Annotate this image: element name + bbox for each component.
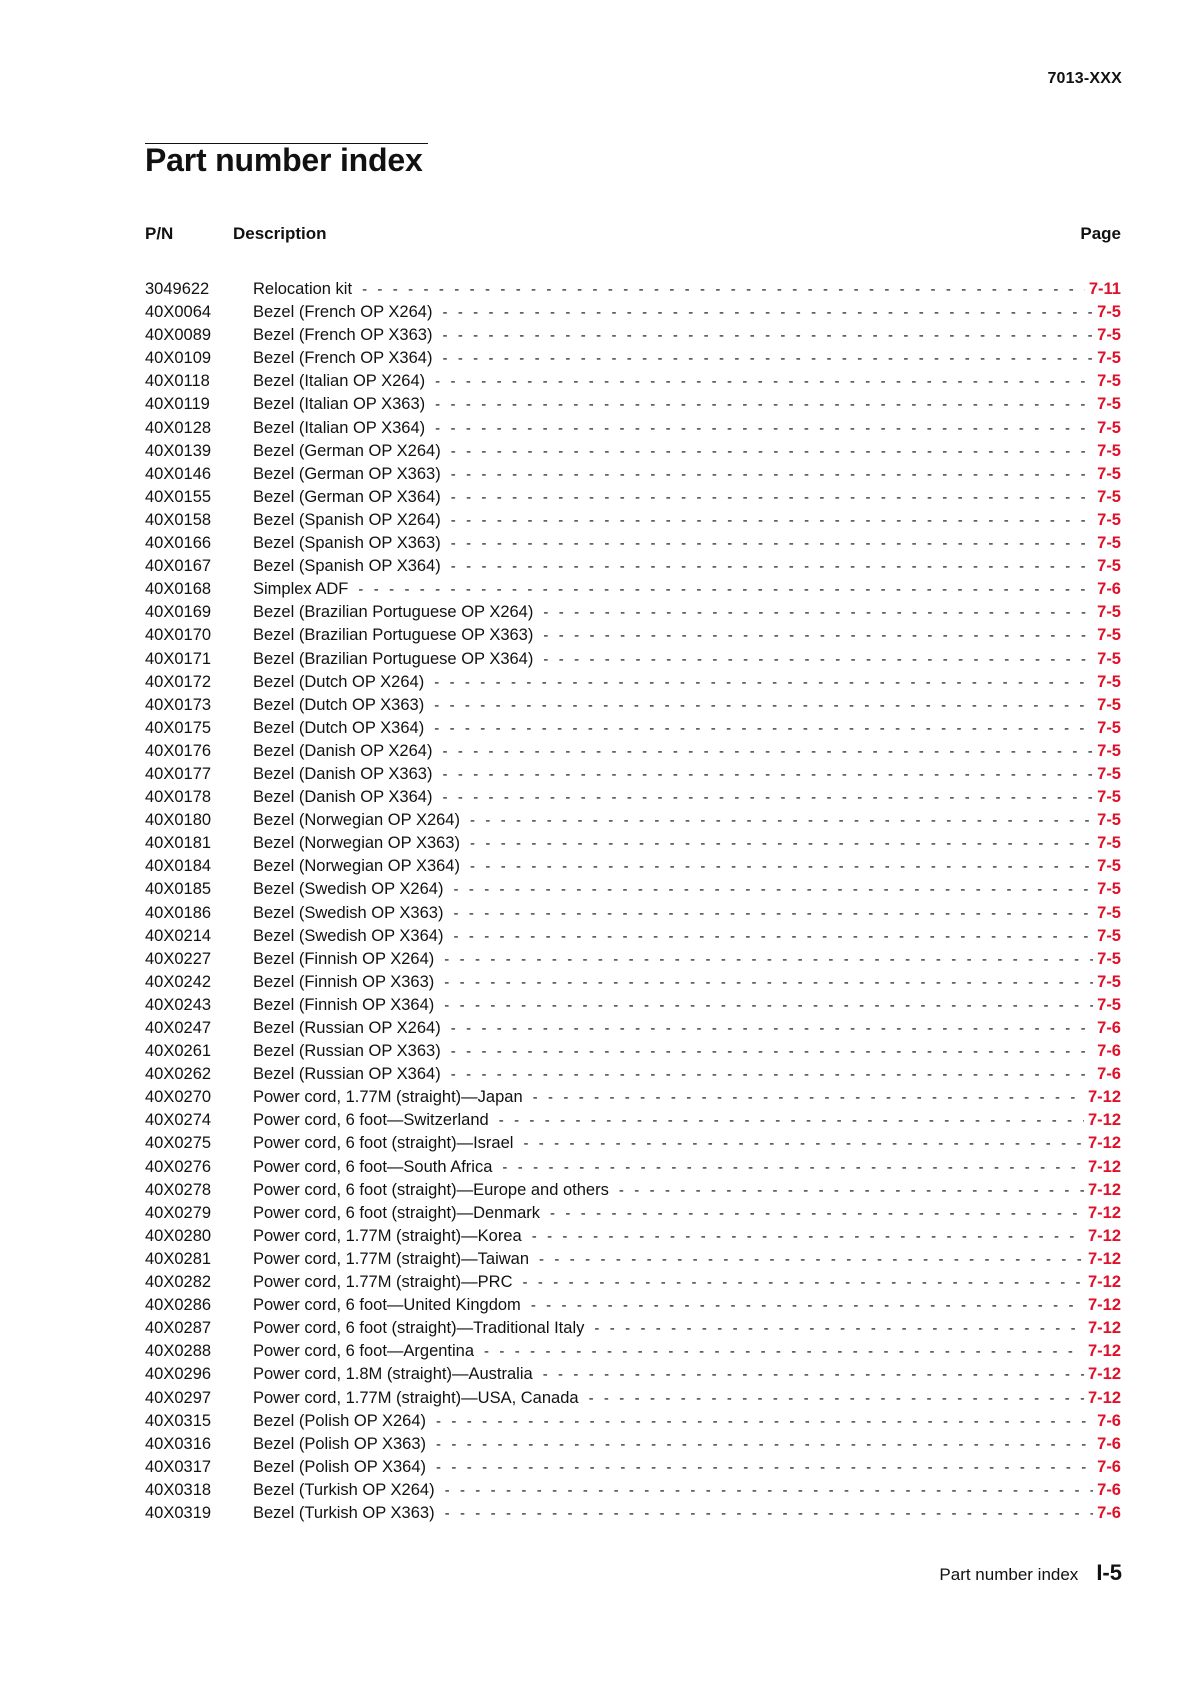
part-description: Bezel (German OP X264) [253, 441, 441, 460]
table-row [145, 1273, 1121, 1296]
dot-leader [451, 1020, 1093, 1037]
part-number: 40X0287 [145, 1319, 212, 1338]
part-description: Bezel (Norwegian OP X363) [253, 834, 460, 853]
part-number: 40X0214 [145, 926, 212, 945]
table-row [145, 534, 1121, 557]
page-reference-link[interactable]: 7-5 [1097, 764, 1121, 783]
dot-leader [533, 1089, 1084, 1106]
dot-leader [442, 327, 1093, 344]
table-row [145, 788, 1121, 811]
page-reference-link[interactable]: 7-5 [1097, 557, 1121, 576]
part-description: Bezel (Swedish OP X364) [253, 926, 444, 945]
page-reference-link[interactable]: 7-5 [1097, 326, 1121, 345]
part-number: 40X0089 [145, 326, 212, 345]
dot-leader [543, 651, 1093, 668]
part-number: 40X0168 [145, 580, 212, 599]
page-reference-link[interactable]: 7-5 [1097, 949, 1121, 968]
page-title: Part number index [145, 142, 423, 178]
table-row [145, 673, 1121, 696]
table-row [145, 603, 1121, 626]
dot-leader [531, 1297, 1084, 1314]
page-reference-link[interactable]: 7-5 [1097, 649, 1121, 668]
part-number: 40X0275 [145, 1134, 212, 1153]
page-reference-link[interactable]: 7-5 [1097, 926, 1121, 945]
dot-leader [470, 858, 1093, 875]
dot-leader [451, 535, 1093, 552]
page-reference-link[interactable]: 7-6 [1097, 1434, 1121, 1453]
dot-leader [451, 1043, 1093, 1060]
table-row [145, 950, 1121, 973]
dot-leader [451, 558, 1093, 575]
part-description: Power cord, 6 foot—Argentina [253, 1342, 475, 1361]
page-reference-link[interactable]: 7-5 [1097, 487, 1121, 506]
page-reference-link[interactable]: 7-6 [1097, 1411, 1121, 1430]
table-row [145, 419, 1121, 442]
part-number: 40X0180 [145, 811, 212, 830]
page-reference-link[interactable]: 7-5 [1097, 857, 1121, 876]
dot-leader [523, 1274, 1084, 1291]
table-row [145, 904, 1121, 927]
part-description: Power cord, 6 foot—Switzerland [253, 1111, 489, 1130]
table-row [145, 857, 1121, 880]
part-description: Bezel (Norwegian OP X264) [253, 811, 460, 830]
part-number: 40X0155 [145, 487, 212, 506]
table-row [145, 1435, 1121, 1458]
part-number: 40X0158 [145, 510, 212, 529]
part-number: 40X0316 [145, 1434, 212, 1453]
page-reference-link[interactable]: 7-5 [1097, 372, 1121, 391]
dot-leader [543, 627, 1093, 644]
dot-leader [499, 1112, 1084, 1129]
part-number: 40X0139 [145, 441, 212, 460]
part-description: Bezel (Spanish OP X364) [253, 557, 441, 576]
dot-leader [445, 1482, 1094, 1499]
page-reference-link[interactable]: 7-5 [1097, 972, 1121, 991]
table-row [145, 326, 1121, 349]
part-description: Bezel (Russian OP X364) [253, 1065, 441, 1084]
page-reference-link[interactable]: 7-6 [1097, 580, 1121, 599]
page-reference-link[interactable]: 7-5 [1097, 903, 1121, 922]
page-reference-link[interactable]: 7-5 [1097, 441, 1121, 460]
part-description: Power cord, 1.8M (straight)—Australia [253, 1365, 533, 1384]
page-reference-link[interactable]: 7-5 [1097, 349, 1121, 368]
table-row [145, 1181, 1121, 1204]
dot-leader [453, 928, 1093, 945]
footer-page-number: I-5 [1096, 1560, 1122, 1585]
dot-leader [484, 1343, 1084, 1360]
footer-section-title: Part number index [939, 1565, 1079, 1584]
table-row [145, 465, 1121, 488]
page-reference-link[interactable]: 7-5 [1097, 672, 1121, 691]
dot-leader [451, 512, 1093, 529]
dot-leader [594, 1320, 1084, 1337]
page-reference-link[interactable]: 7-12 [1087, 1273, 1121, 1292]
page-reference-link[interactable]: 7-12 [1087, 1157, 1121, 1176]
part-description: Bezel (Italian OP X363) [253, 395, 426, 414]
part-number: 40X0184 [145, 857, 212, 876]
part-description: Bezel (French OP X264) [253, 303, 433, 322]
page-reference-link[interactable]: 7-12 [1087, 1365, 1121, 1384]
part-description: Simplex ADF [253, 580, 349, 599]
part-number: 40X0247 [145, 1019, 212, 1037]
dot-leader [442, 789, 1093, 806]
part-number: 40X0227 [145, 949, 212, 968]
part-number: 40X0315 [145, 1411, 212, 1430]
page-reference-link[interactable]: 7-12 [1087, 1226, 1121, 1245]
part-number: 40X0128 [145, 418, 212, 437]
dot-leader [436, 1459, 1093, 1476]
page-footer [939, 1560, 1122, 1586]
part-description: Power cord, 6 foot (straight)—Israel [253, 1134, 514, 1153]
table-row [145, 1065, 1121, 1088]
dot-leader [434, 720, 1093, 737]
part-number: 40X0185 [145, 880, 212, 899]
part-number: 40X0175 [145, 718, 212, 737]
page-reference-link[interactable]: 7-6 [1097, 1065, 1121, 1084]
dot-leader [442, 304, 1093, 321]
part-description: Bezel (Polish OP X363) [253, 1434, 427, 1453]
page-reference-link[interactable]: 7-5 [1097, 626, 1121, 645]
page-reference-link[interactable]: 7-5 [1097, 718, 1121, 737]
table-row [145, 696, 1121, 719]
part-description: Power cord, 1.77M (straight)—Japan [253, 1088, 523, 1107]
dot-leader [445, 1505, 1094, 1522]
page-reference-link[interactable]: 7-6 [1097, 1042, 1121, 1061]
table-row [145, 1458, 1121, 1481]
part-description: Bezel (Dutch OP X264) [253, 672, 425, 691]
table-row [145, 742, 1121, 765]
part-number: 40X0119 [145, 395, 210, 414]
part-description: Bezel (Polish OP X364) [253, 1457, 427, 1476]
dot-leader [619, 1182, 1084, 1199]
part-description: Bezel (Turkish OP X363) [253, 1503, 435, 1522]
part-description: Bezel (Brazilian Portuguese OP X264) [253, 603, 534, 622]
table-row [145, 973, 1121, 996]
part-description: Bezel (Spanish OP X363) [253, 534, 441, 553]
dot-leader [435, 373, 1093, 390]
part-number: 40X0064 [145, 303, 212, 322]
dot-leader [451, 443, 1093, 460]
dot-leader [436, 1413, 1093, 1430]
dot-leader [442, 766, 1093, 783]
part-description: Bezel (French OP X364) [253, 349, 433, 368]
part-number: 40X0177 [145, 764, 212, 783]
page-reference-link[interactable]: 7-12 [1087, 1342, 1121, 1361]
table-row [145, 1088, 1121, 1111]
part-number: 40X0297 [145, 1388, 212, 1407]
dot-leader [550, 1205, 1084, 1222]
table-row [145, 1389, 1121, 1412]
dot-leader [442, 743, 1093, 760]
table-row [145, 1296, 1121, 1319]
part-number: 40X0169 [145, 603, 212, 622]
page-reference-link[interactable]: 7-12 [1087, 1319, 1121, 1338]
part-number: 40X0176 [145, 741, 212, 760]
part-description: Power cord, 6 foot—South Africa [253, 1157, 493, 1176]
page-reference-link[interactable]: 7-5 [1097, 464, 1121, 483]
part-number: 40X0166 [145, 534, 212, 553]
table-row [145, 1204, 1121, 1227]
table-row [145, 303, 1121, 326]
column-header-description: Description [233, 224, 327, 243]
part-number: 40X0146 [145, 464, 212, 483]
page-reference-link[interactable]: 7-12 [1087, 1203, 1121, 1222]
table-row [145, 1227, 1121, 1250]
page-reference-link[interactable]: 7-12 [1087, 1180, 1121, 1199]
page-reference-link[interactable]: 7-5 [1097, 603, 1121, 622]
part-number: 40X0296 [145, 1365, 212, 1384]
part-number: 40X0186 [145, 903, 212, 922]
part-number: 40X0286 [145, 1296, 212, 1315]
part-description: Bezel (Spanish OP X264) [253, 510, 441, 529]
part-description: Power cord, 1.77M (straight)—USA, Canada [253, 1388, 579, 1407]
page-reference-link[interactable]: 7-6 [1097, 1019, 1121, 1037]
part-description: Bezel (Finnish OP X264) [253, 949, 435, 968]
page-reference-link[interactable]: 7-5 [1097, 303, 1121, 322]
table-row [145, 280, 1121, 303]
part-description: Bezel (Danish OP X264) [253, 741, 433, 760]
table-row [145, 372, 1121, 395]
table-row [145, 1250, 1121, 1273]
page-reference-link[interactable]: 7-12 [1087, 1111, 1121, 1130]
table-row [145, 1365, 1121, 1388]
dot-leader [502, 1159, 1084, 1176]
dot-leader [453, 881, 1093, 898]
table-row [145, 1481, 1121, 1504]
table-row [145, 1342, 1121, 1365]
part-description: Power cord, 6 foot (straight)—Europe and others [253, 1180, 609, 1199]
dot-leader [451, 489, 1093, 506]
part-number: 40X0181 [145, 834, 212, 853]
table-row [145, 1042, 1121, 1065]
part-description: Bezel (German OP X364) [253, 487, 441, 506]
part-number: 40X0317 [145, 1457, 212, 1476]
part-number: 40X0318 [145, 1480, 212, 1499]
model-number: 7013-XXX [1047, 70, 1122, 87]
page-reference-link[interactable]: 7-6 [1097, 1480, 1121, 1499]
page-reference-link[interactable]: 7-5 [1097, 741, 1121, 760]
part-number: 40X0319 [145, 1503, 212, 1522]
part-number: 3049622 [145, 280, 210, 298]
dot-leader [435, 396, 1093, 413]
dot-leader [444, 951, 1093, 968]
part-number: 40X0109 [145, 349, 212, 368]
dot-leader [444, 997, 1093, 1014]
part-number: 40X0261 [145, 1042, 212, 1061]
part-number: 40X0278 [145, 1180, 212, 1199]
table-row [145, 1019, 1121, 1042]
part-description: Bezel (Brazilian Portuguese OP X364) [253, 649, 534, 668]
part-number: 40X0276 [145, 1157, 212, 1176]
column-header-page: Page [1080, 224, 1121, 243]
page-reference-link[interactable]: 7-12 [1087, 1388, 1121, 1407]
page-reference-link[interactable]: 7-5 [1097, 695, 1121, 714]
part-number: 40X0118 [145, 372, 210, 391]
table-row [145, 1504, 1121, 1527]
part-description: Power cord, 1.77M (straight)—PRC [253, 1273, 513, 1292]
part-description: Bezel (Dutch OP X364) [253, 718, 425, 737]
page-reference-link[interactable]: 7-5 [1097, 534, 1121, 553]
page-reference-link[interactable]: 7-5 [1097, 880, 1121, 899]
page-reference-link[interactable]: 7-5 [1097, 834, 1121, 853]
part-number: 40X0279 [145, 1203, 212, 1222]
page-reference-link[interactable]: 7-6 [1097, 1503, 1121, 1522]
dot-leader [539, 1251, 1084, 1268]
part-description: Bezel (Italian OP X364) [253, 418, 426, 437]
dot-leader [451, 466, 1093, 483]
part-number: 40X0173 [145, 695, 212, 714]
part-number: 40X0170 [145, 626, 212, 645]
part-description: Bezel (Danish OP X363) [253, 764, 433, 783]
dot-leader [434, 674, 1093, 691]
part-number: 40X0243 [145, 995, 212, 1014]
page-reference-link[interactable]: 7-12 [1087, 1134, 1121, 1153]
part-description: Power cord, 6 foot (straight)—Traditional Italy [253, 1319, 585, 1338]
part-description: Bezel (Turkish OP X264) [253, 1480, 435, 1499]
table-row [145, 349, 1121, 372]
dot-leader [470, 835, 1093, 852]
part-number: 40X0171 [145, 649, 212, 668]
dot-leader [451, 1066, 1093, 1083]
part-description: Bezel (Finnish OP X364) [253, 995, 435, 1014]
dot-leader [434, 697, 1093, 714]
dot-leader [453, 905, 1093, 922]
part-number: 40X0270 [145, 1088, 212, 1107]
dot-leader [470, 812, 1093, 829]
part-number: 40X0178 [145, 788, 212, 807]
table-row [145, 996, 1121, 1019]
dot-leader [523, 1135, 1084, 1152]
part-description: Bezel (Finnish OP X363) [253, 972, 435, 991]
table-row [145, 765, 1121, 788]
page-reference-link[interactable]: 7-5 [1097, 811, 1121, 830]
part-description: Bezel (Dutch OP X363) [253, 695, 425, 714]
page-reference-link[interactable]: 7-5 [1097, 418, 1121, 437]
part-number: 40X0282 [145, 1273, 212, 1292]
dot-leader [435, 420, 1093, 437]
page-reference-link[interactable]: 7-5 [1097, 995, 1121, 1014]
table-row [145, 1111, 1121, 1134]
dot-leader [589, 1390, 1084, 1407]
part-description: Bezel (Brazilian Portuguese OP X363) [253, 626, 534, 645]
dot-leader [444, 974, 1093, 991]
part-description: Power cord, 1.77M (straight)—Korea [253, 1226, 522, 1245]
page-reference-link[interactable]: 7-5 [1097, 510, 1121, 529]
dot-leader [543, 604, 1093, 621]
part-number: 40X0167 [145, 557, 212, 576]
page-reference-link[interactable]: 7-5 [1097, 788, 1121, 807]
part-number: 40X0262 [145, 1065, 212, 1084]
part-description: Bezel (French OP X363) [253, 326, 433, 345]
page-reference-link[interactable]: 7-12 [1087, 1296, 1121, 1315]
part-description: Bezel (Italian OP X264) [253, 372, 426, 391]
page-reference-link[interactable]: 7-12 [1087, 1088, 1121, 1107]
table-row [145, 1319, 1121, 1342]
dot-leader [358, 581, 1093, 598]
part-number: 40X0274 [145, 1111, 212, 1130]
table-row [145, 395, 1121, 418]
part-description: Power cord, 1.77M (straight)—Taiwan [253, 1249, 530, 1268]
part-description: Bezel (Norwegian OP X364) [253, 857, 460, 876]
part-description: Relocation kit [253, 280, 353, 298]
page-reference-link[interactable]: 7-6 [1097, 1457, 1121, 1476]
table-row [145, 719, 1121, 742]
part-number: 40X0281 [145, 1249, 212, 1268]
table-row [145, 811, 1121, 834]
table-row [145, 626, 1121, 649]
table-row [145, 927, 1121, 950]
table-row [145, 442, 1121, 465]
part-description: Power cord, 6 foot (straight)—Denmark [253, 1203, 541, 1222]
part-description: Bezel (Russian OP X264) [253, 1019, 441, 1037]
table-row [145, 1134, 1121, 1157]
page-reference-link[interactable]: 7-12 [1087, 1249, 1121, 1268]
part-number: 40X0172 [145, 672, 212, 691]
table-row [145, 557, 1121, 580]
table-row [145, 580, 1121, 603]
table-row [145, 834, 1121, 857]
page-reference-link[interactable]: 7-11 [1088, 280, 1121, 298]
dot-leader [543, 1366, 1084, 1383]
part-number: 40X0288 [145, 1342, 212, 1361]
dot-leader [436, 1436, 1093, 1453]
part-description: Bezel (Swedish OP X363) [253, 903, 444, 922]
part-description: Bezel (German OP X363) [253, 464, 441, 483]
table-row [145, 1158, 1121, 1181]
part-index-list [145, 280, 1121, 1527]
page-reference-link[interactable]: 7-5 [1097, 395, 1121, 414]
table-row [145, 1412, 1121, 1435]
part-description: Bezel (Danish OP X364) [253, 788, 433, 807]
dot-leader [362, 281, 1085, 298]
part-description: Bezel (Swedish OP X264) [253, 880, 444, 899]
table-row [145, 880, 1121, 903]
part-description: Bezel (Russian OP X363) [253, 1042, 441, 1061]
dot-leader [532, 1228, 1084, 1245]
table-row [145, 511, 1121, 534]
part-description: Power cord, 6 foot—United Kingdom [253, 1296, 521, 1315]
part-description: Bezel (Polish OP X264) [253, 1411, 427, 1430]
part-number: 40X0280 [145, 1226, 212, 1245]
table-row [145, 488, 1121, 511]
part-number: 40X0242 [145, 972, 212, 991]
dot-leader [442, 350, 1093, 367]
column-header-pn: P/N [145, 224, 174, 243]
table-row [145, 650, 1121, 673]
